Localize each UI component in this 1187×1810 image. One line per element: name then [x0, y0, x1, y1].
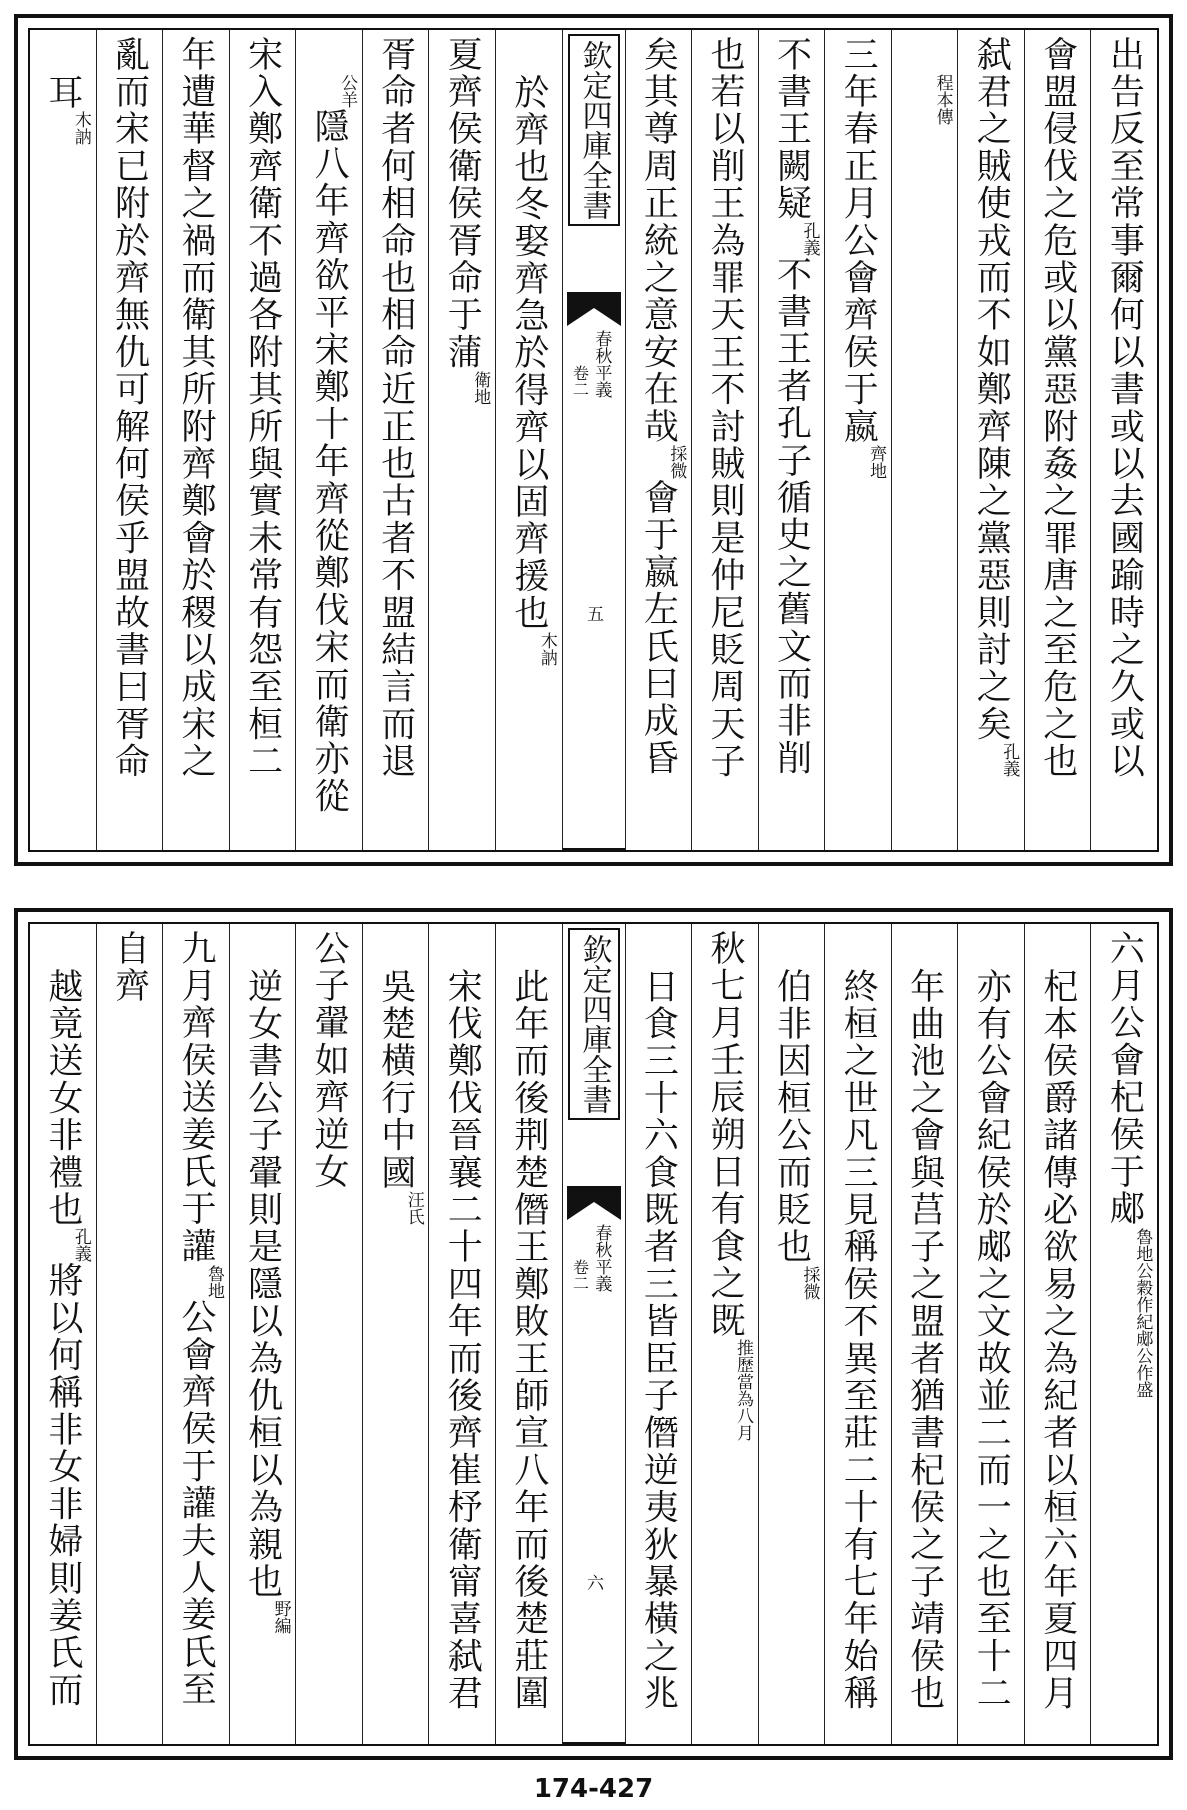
main-text: 出告反至常事爾何以書或以去國踰時之久或以 — [1104, 36, 1145, 780]
main-text: 也若以削王為罪天王不討賊則是仲尼貶周天子 — [704, 36, 745, 780]
annotation-note: 推歷當為八月 — [732, 1339, 753, 1442]
text-column — [362, 30, 429, 850]
column-text — [36, 968, 90, 1709]
main-text: 伯非因桓公而貶也 — [771, 968, 812, 1266]
main-text: 將以何稱非女非婦則姜氏而 — [42, 1262, 83, 1709]
main-text: 此年而後荆楚僭王鄭敗王師宣八年而後楚莊圍 — [508, 968, 549, 1712]
book-title: 春秋平義 — [591, 1224, 612, 1292]
annotation-note: 野編 — [270, 1600, 291, 1635]
annotation-note: 孔義 — [999, 742, 1020, 777]
main-text: 不書王者孔子循史之舊文而非削 — [771, 256, 812, 777]
main-text: 於齊也冬娶齊急於得齊以固齊援也 — [508, 74, 549, 632]
text-column — [30, 924, 96, 1744]
column-text — [764, 36, 818, 777]
column-text — [102, 930, 156, 1004]
annotation-note: 魯地公穀作紀郕公作盛 — [1132, 1227, 1153, 1398]
column-text — [102, 36, 156, 780]
column-text — [302, 930, 356, 1190]
column-text — [897, 968, 951, 1712]
text-column — [891, 30, 958, 850]
annotation-note: 衛地 — [470, 370, 491, 405]
bottom-rule — [563, 848, 625, 850]
main-text: 年遭華督之禍而衛其所附齊鄭會於稷以成宋之 — [176, 36, 217, 780]
text-column — [758, 924, 825, 1744]
column-text — [897, 74, 951, 125]
column-text — [36, 74, 90, 145]
text-column — [30, 30, 96, 850]
text-column — [229, 30, 296, 850]
main-text: 耳 — [42, 74, 83, 112]
text-column — [362, 924, 429, 1744]
main-text: 吳楚横行中國 — [375, 968, 416, 1192]
main-text: 不書王闕疑 — [771, 36, 812, 222]
text-column — [229, 924, 296, 1744]
text-column — [1090, 30, 1157, 850]
main-text: 六月公會杞侯于郕 — [1104, 930, 1145, 1228]
text-column — [428, 924, 495, 1744]
fish-tail-mark-icon — [567, 292, 621, 326]
columns-container — [30, 30, 1157, 850]
column-text — [831, 36, 885, 479]
main-text: 隱八年齊欲平宋鄭十年齊從鄭伐宋而衛亦從 — [309, 108, 350, 815]
text-column — [758, 30, 825, 850]
annotation-note: 孔義 — [70, 1228, 91, 1263]
column-text — [502, 968, 556, 1712]
main-text: 亦有公會紀侯於郕之文故並二而一之也至十二 — [971, 968, 1012, 1712]
text-column — [824, 924, 891, 1744]
annotation-note: 木訥 — [536, 632, 557, 666]
main-text: 終桓之世凡三見稱侯不異至莊二十有七年始稱 — [838, 968, 879, 1712]
volume-label: 卷二 — [570, 1259, 590, 1291]
bottom-rule — [563, 1742, 625, 1744]
column-text — [435, 968, 489, 1712]
text-column — [1024, 30, 1091, 850]
annotation-note: 木訥 — [70, 111, 91, 146]
annotation-note: 魯地 — [204, 1264, 225, 1299]
main-text: 公子翬如齊逆女 — [309, 930, 350, 1191]
text-column — [295, 30, 362, 850]
text-column — [96, 30, 163, 850]
text-column — [495, 30, 562, 850]
column-text — [964, 36, 1018, 777]
text-column — [957, 30, 1024, 850]
page-bottom — [14, 908, 1173, 1760]
text-column — [295, 924, 362, 1744]
column-text — [631, 36, 685, 777]
annotation-note: 採微 — [666, 445, 687, 480]
annotation-note: 孔義 — [799, 222, 820, 256]
text-column — [428, 30, 495, 850]
column-text — [302, 74, 356, 815]
main-text: 逆女書公子翬則是隱以為仇桓以為親也 — [242, 968, 283, 1601]
library-title: 欽定四庫全書 — [568, 928, 620, 1120]
main-text: 亂而宋已附於齊無仇可解何侯乎盟故書曰胥命 — [109, 36, 150, 780]
book-title: 春秋平義 — [591, 330, 612, 398]
column-text — [964, 968, 1018, 1712]
column-text — [368, 36, 422, 780]
center-margin-column — [562, 30, 625, 850]
library-title: 欽定四庫全書 — [568, 34, 620, 226]
text-column — [625, 924, 692, 1744]
text-column — [1024, 924, 1091, 1744]
volume-label: 卷二 — [570, 365, 590, 397]
main-text: 杞本侯爵諸傳必欲易之為紀者以桓六年夏四月 — [1037, 968, 1078, 1712]
column-text — [698, 930, 752, 1441]
columns-container — [30, 924, 1157, 1744]
text-column — [1090, 924, 1157, 1744]
column-text — [1031, 968, 1085, 1712]
column-text — [169, 36, 223, 780]
column-text — [435, 36, 489, 405]
column-text — [831, 968, 885, 1712]
text-column — [162, 924, 229, 1744]
main-text: 宋伐鄭伐晉襄二十四年而後齊崔杼衛甯喜弑君 — [442, 968, 483, 1712]
annotation-note: 齊地 — [866, 445, 887, 480]
center-margin-column — [562, 924, 625, 1744]
page-frame — [28, 922, 1159, 1746]
text-column — [495, 924, 562, 1744]
column-text — [502, 74, 556, 666]
main-text: 九月齊侯送姜氏于讙 — [176, 930, 217, 1265]
column-text — [764, 968, 818, 1300]
main-text: 弑君之賊使戎而不如鄭齊陳之黨惡則討之矣 — [971, 36, 1012, 743]
main-text: 秋七月壬辰朔日有食之既 — [704, 930, 745, 1340]
main-text: 胥命者何相命也相命近正也古者不盟結言而退 — [375, 36, 416, 780]
main-text: 自齊 — [109, 930, 150, 1005]
page-reference: 174-427 — [533, 1774, 654, 1804]
main-text: 公會齊侯于讙夫人姜氏至 — [176, 1298, 217, 1709]
text-column — [691, 30, 758, 850]
column-text — [368, 968, 422, 1225]
annotation-note: 程本傳 — [932, 74, 953, 125]
annotation-note: 採微 — [799, 1265, 820, 1300]
fish-tail-mark-icon — [567, 1186, 621, 1220]
main-text: 越竟送女非禮也 — [42, 968, 83, 1229]
text-column — [891, 924, 958, 1744]
page-top — [14, 14, 1173, 866]
text-column — [162, 30, 229, 850]
text-column — [96, 924, 163, 1744]
main-text: 三年春正月公會齊侯于嬴 — [838, 36, 879, 446]
column-text — [1097, 36, 1151, 780]
text-column — [625, 30, 692, 850]
text-column — [824, 30, 891, 850]
main-text: 矣其尊周正統之意安在哉 — [638, 36, 679, 446]
main-text: 宋入鄭齊衛不過各附其所與實未常有怨至桓二 — [242, 36, 283, 780]
annotation-note: 汪氏 — [403, 1191, 424, 1226]
column-text — [1031, 36, 1085, 780]
column-text — [1097, 930, 1151, 1398]
page-number: 六 — [583, 1574, 603, 1591]
main-text: 會于嬴左氏曰成昏 — [638, 479, 679, 777]
annotation-note: 公羊 — [337, 74, 358, 108]
main-text: 夏齊侯衛侯胥命于蒲 — [442, 36, 483, 371]
page-number: 五 — [583, 605, 603, 622]
column-text — [235, 968, 289, 1634]
column-text — [698, 36, 752, 780]
main-text: 日食三十六食既者三皆臣子僭逆夷狄暴橫之兆 — [638, 968, 679, 1712]
text-column — [691, 924, 758, 1744]
column-text — [235, 36, 289, 780]
column-text — [169, 930, 223, 1708]
page-frame — [28, 28, 1159, 852]
text-column — [957, 924, 1024, 1744]
column-text — [631, 968, 685, 1712]
main-text: 會盟侵伐之危或以黨惡附姦之罪唐之至危之也 — [1037, 36, 1078, 780]
main-text: 年曲池之會與莒子之盟者猶書杞侯之子靖侯也 — [904, 968, 945, 1712]
